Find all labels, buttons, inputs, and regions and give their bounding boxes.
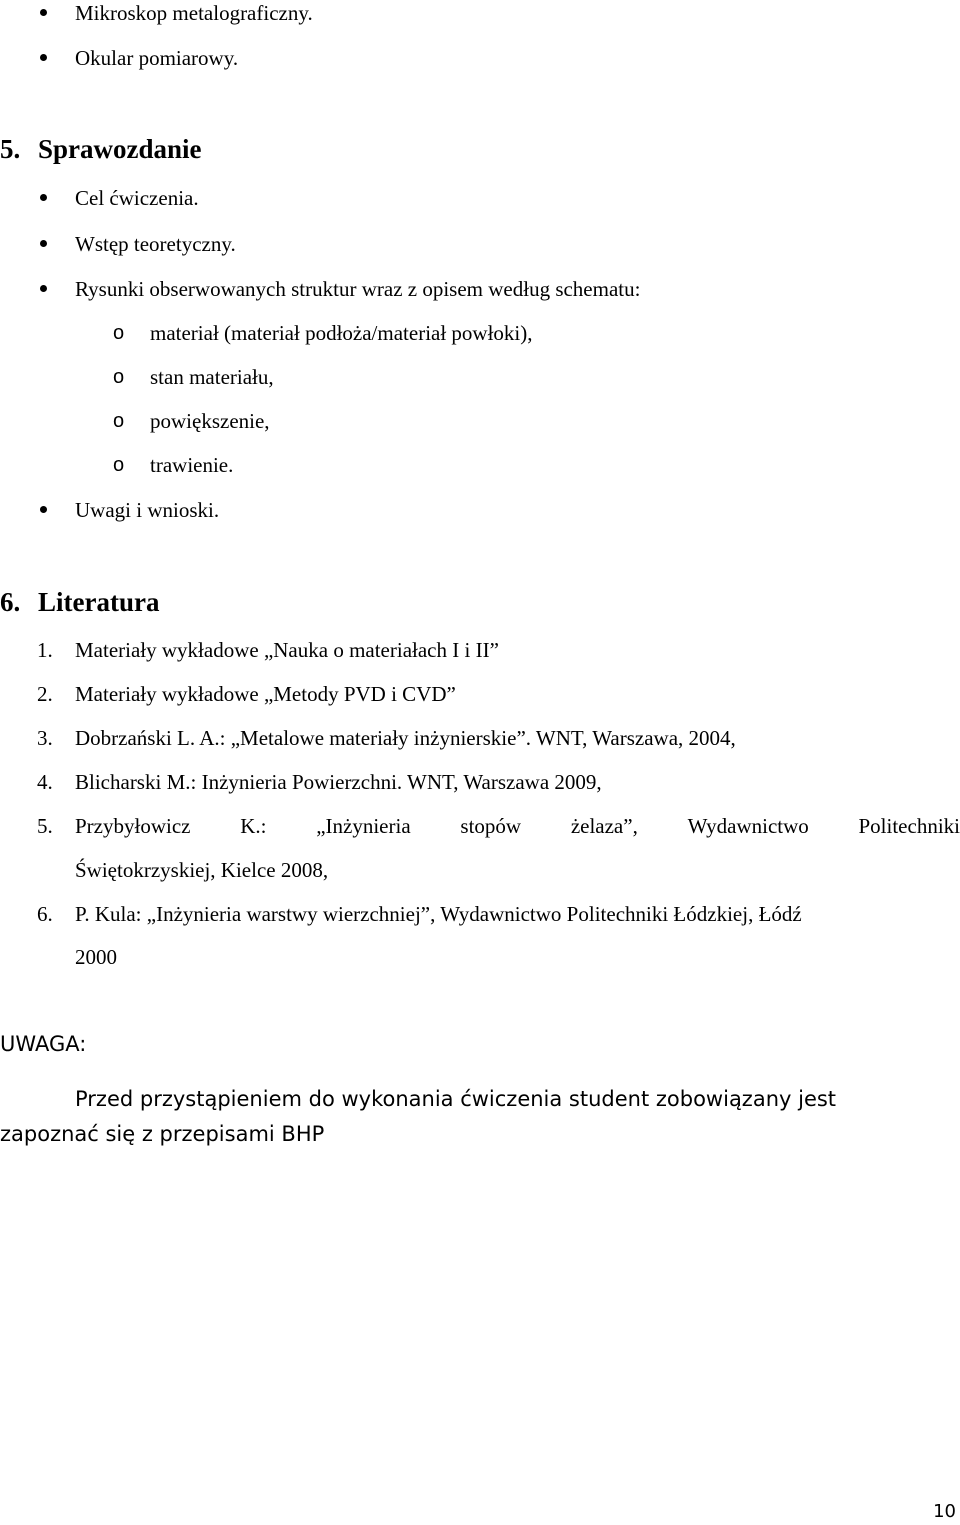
bullet-icon	[40, 506, 47, 513]
bullet-icon	[40, 9, 47, 16]
ref-word: Wydawnictwo	[687, 814, 809, 838]
subitem-state: stan materiału,	[150, 365, 274, 389]
ref-number: 2.	[37, 682, 53, 706]
ref-word: K.:	[240, 814, 267, 838]
ref-number: 4.	[37, 770, 53, 794]
ref-text: Blicharski M.: Inżynieria Powierzchni. WNT, Warszawa 2009,	[75, 770, 602, 794]
sub-bullet-icon: o	[113, 366, 125, 388]
ref-word: żelaza”,	[570, 814, 638, 838]
section-6-number: 6.	[0, 587, 21, 617]
section-6-title: Literatura	[38, 587, 160, 617]
ref-text: Dobrzański L. A.: „Metalowe materiały inżynierskie”. WNT, Warszawa, 2004,	[75, 726, 736, 750]
ref-number: 5.	[37, 814, 53, 838]
ref-word: Przybyłowicz	[75, 814, 191, 838]
sub-bullet-icon: o	[113, 410, 125, 432]
section-5-title: Sprawozdanie	[38, 134, 202, 164]
sub-bullet-icon: o	[113, 454, 125, 476]
note-text-line-1: Przed przystąpieniem do wykonania ćwiczenia student zobowiązany jest	[75, 1087, 837, 1111]
subitem-etching: trawienie.	[150, 453, 234, 477]
sub-bullet-icon: o	[113, 322, 125, 344]
ref-text	[75, 816, 960, 837]
list-item-microscope: Mikroskop metalograficzny.	[75, 1, 313, 25]
note-text-line-2: zapoznać się z przepisami BHP	[0, 1122, 325, 1146]
ref-text: Materiały wykładowe „Nauka o materiałach I i II”	[75, 638, 499, 662]
ref-word: Politechniki	[858, 814, 960, 838]
section-5-number: 5.	[0, 134, 21, 164]
ref-number: 3.	[37, 726, 53, 750]
ref-word: „Inżynieria	[316, 814, 411, 838]
list-item-eyepiece: Okular pomiarowy.	[75, 46, 239, 70]
ref-word: stopów	[460, 814, 522, 838]
ref-text: Materiały wykładowe „Metody PVD i CVD”	[75, 682, 456, 706]
ref-number: 6.	[37, 902, 53, 926]
subitem-material: materiał (materiał podłoża/materiał powłoki),	[150, 321, 533, 345]
ref-text: P. Kula: „Inżynieria warstwy wierzchniej”, Wydawnictwo Politechniki Łódzkiej, Łódź	[75, 902, 802, 926]
note-label: UWAGA:	[0, 1032, 87, 1056]
ref-text-continuation: 2000	[75, 945, 117, 969]
bullet-icon	[40, 285, 47, 292]
subitem-magnification: powiększenie,	[150, 409, 270, 433]
report-item-drawings: Rysunki obserwowanych struktur wraz z opisem według schematu:	[75, 277, 641, 301]
report-item-intro: Wstęp teoretyczny.	[75, 232, 236, 256]
bullet-icon	[40, 54, 47, 61]
bullet-icon	[40, 240, 47, 247]
ref-text-continuation: Świętokrzyskiej, Kielce 2008,	[75, 858, 329, 882]
bullet-icon	[40, 194, 47, 201]
report-item-aim: Cel ćwiczenia.	[75, 186, 199, 210]
page-number: 10	[933, 1501, 956, 1522]
report-item-conclusions: Uwagi i wnioski.	[75, 498, 220, 522]
ref-number: 1.	[37, 638, 53, 662]
